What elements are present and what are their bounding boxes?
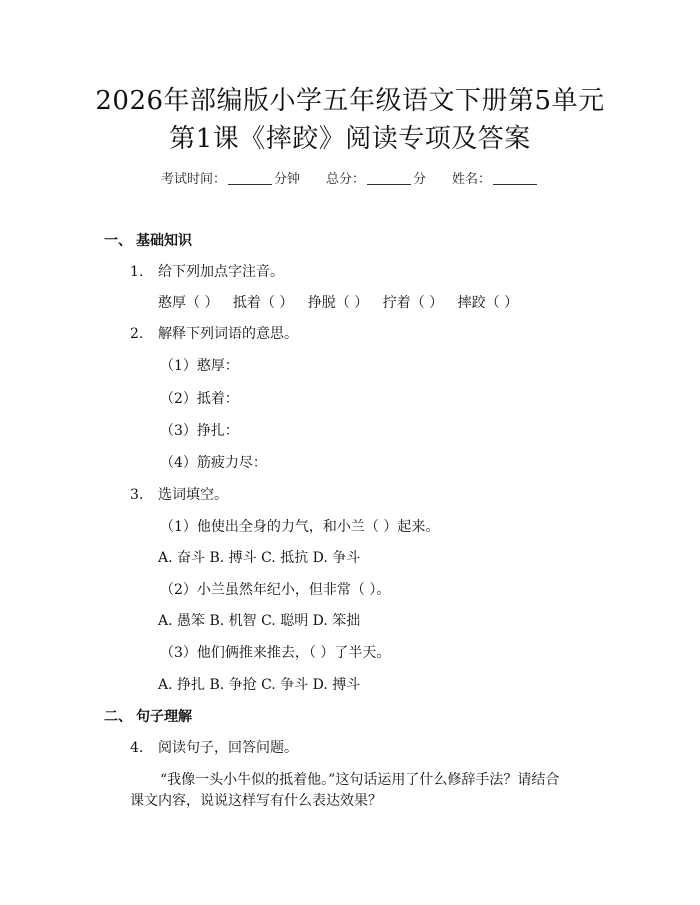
section-1-title: 基础知识 [136,233,192,249]
word-4: 拧着（ ） [382,295,444,311]
fill-options-3: A. 挣扎 B. 争抢 C. 争斗 D. 搏斗 [158,677,361,693]
time-unit: 分钟 [273,172,300,187]
question-3-number: 3. [130,487,144,503]
name-blank [493,170,537,185]
definition-item-3: （3）挣扎： [160,423,239,439]
word-3: 挣脱（ ） [307,295,369,311]
definition-item-4: （4）筋疲力尽： [160,455,267,471]
score-unit: 分 [413,172,427,187]
question-1-number: 1. [130,264,144,280]
question-3-text: 选词填空。 [158,487,228,503]
section-2-number: 二、 [104,709,132,725]
definition-item-2: （2）抵着： [160,391,239,407]
fill-sentence-3: （3）他们俩推来推去，（ ）了半天。 [160,645,391,661]
fill-options-1: A. 奋斗 B. 搏斗 C. 抵抗 D. 争斗 [158,550,361,566]
exam-score [326,170,426,189]
exam-time [161,170,300,189]
title-line-2: 第1课《摔跤》阅读专项及答案 [169,124,531,154]
title-line-1: 2026年部编版小学五年级语文下册第5单元 [95,86,605,116]
question-3 [130,485,228,505]
question-4-number: 4. [130,740,144,756]
question-4-text: 阅读句子，回答问题。 [158,740,298,756]
score-blank [367,170,411,185]
question-1-text: 给下列加点字注音。 [158,264,284,280]
exam-name [452,170,539,189]
definition-item-1: （1）憨厚： [160,358,239,374]
question-4 [130,738,298,758]
fill-options-2: A. 愚笨 B. 机智 C. 聪明 D. 笨拙 [158,613,361,629]
name-label: 姓名： [452,172,492,187]
fill-sentence-2: （2）小兰虽然年纪小，但非常（ ）。 [160,582,391,598]
section-2-title: 句子理解 [136,709,192,725]
question-2 [130,324,298,344]
question-4-paragraph: “我像一头小牛似的抵着他。”这句话运用了什么修辞手法？请结合课文内容，说说这样写有什么表达效果？ [130,772,560,809]
exam-meta [0,170,700,189]
pinyin-words [158,293,528,313]
time-blank [228,170,272,185]
time-label: 考试时间： [160,172,226,187]
section-1-number: 一、 [104,233,132,249]
question-2-text: 解释下列词语的意思。 [158,326,298,342]
word-2: 抵着（ ） [232,295,294,311]
word-5: 摔跤（ ） [457,295,519,311]
section-1-heading [104,231,192,251]
word-1: 憨厚（ ） [158,295,219,311]
fill-sentence-1: （1）他使出全身的力气，和小兰（ ）起来。 [160,519,440,535]
question-1 [130,262,284,282]
question-2-number: 2. [130,326,144,342]
score-label: 总分： [325,172,365,187]
section-2-heading [104,707,192,727]
